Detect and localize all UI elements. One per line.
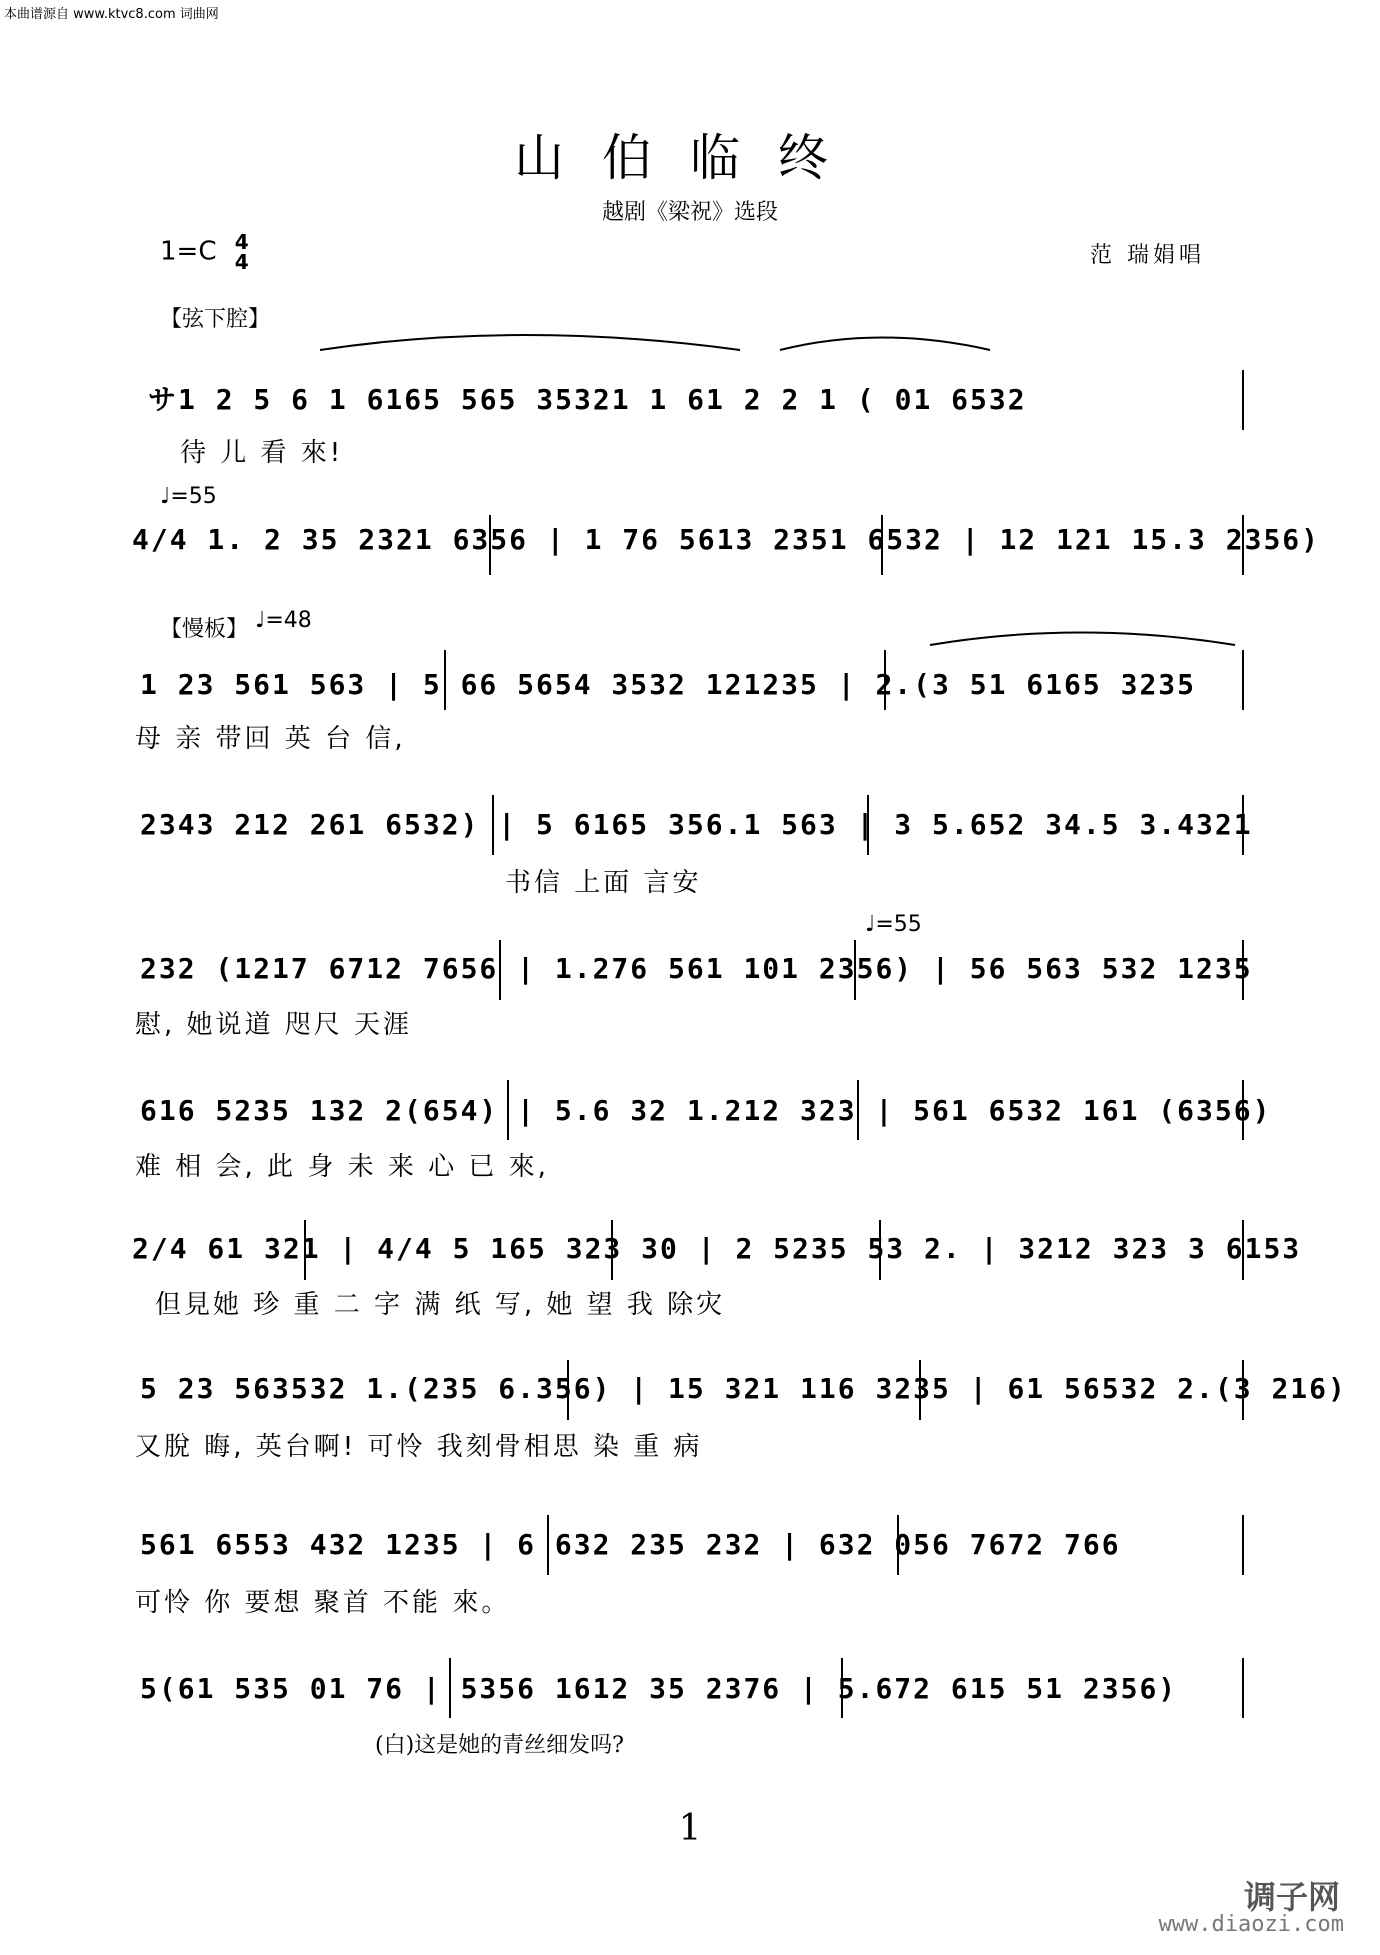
lyrics-line: 可怜 你 要想 聚首 不能 來。 bbox=[135, 1588, 511, 1618]
time-signature-bottom: 4 bbox=[234, 250, 249, 274]
spoken-line: (白)这是她的青丝细发吗? bbox=[375, 1733, 624, 1758]
slur bbox=[930, 633, 1235, 646]
lyrics-line: 难 相 会, 此 身 未 来 心 已 來, bbox=[135, 1152, 549, 1182]
section-label: 【弦下腔】 bbox=[160, 307, 271, 332]
lyrics-line: 待 儿 看 來! bbox=[180, 438, 344, 468]
watermark-site-name: 调子网 bbox=[1243, 1878, 1340, 1916]
notation-line: 232 (1217 6712 7656 | 1.276 561 101 2356) | 56 563 532 1235 bbox=[140, 952, 1253, 985]
subtitle: 越剧《梁祝》选段 bbox=[601, 200, 778, 225]
source-note: 本曲谱源自 www.ktvc8.com 词曲网 bbox=[4, 7, 219, 22]
page-title: 山伯临终 bbox=[514, 129, 866, 187]
notation-line: 2343 212 261 6532) | 5 6165 356.1 563 | 3 5.652 34.5 3.4321 bbox=[140, 808, 1253, 841]
notation-line: 616 5235 132 2(654) | 5.6 32 1.212 323 | 561 6532 161 (6356) bbox=[140, 1094, 1272, 1127]
page-number: 1 bbox=[678, 1808, 702, 1849]
notation-line: 5(61 535 01 76 | 5356 1612 35 2376 | 5.672 615 51 2356) bbox=[140, 1672, 1178, 1705]
lyrics-line: 但見她 珍 重 二 字 满 纸 写, 她 望 我 除灾 bbox=[155, 1290, 726, 1320]
key-label: 1=C bbox=[160, 236, 217, 267]
lyrics-line: 母 亲 带回 英 台 信, bbox=[135, 724, 406, 754]
notation-line: 2/4 61 321 | 4/4 5 165 323 30 | 2 5235 53 2. | 3212 323 3 6153 bbox=[132, 1232, 1302, 1265]
lyrics-line: 慰, 她说道 咫尺 天涯 bbox=[135, 1010, 413, 1040]
lyrics-line: 书信 上面 言安 bbox=[505, 868, 702, 898]
notation-line: 1 23 561 563 | 5 66 5654 3532 121235 | 2.(3 51 6165 3235 bbox=[140, 668, 1197, 701]
notation-line: サ1 2 5 6 1 6165 565 35321 1 61 2 2 1 ( 01 6532 bbox=[148, 383, 1027, 416]
notation-line: 5 23 563532 1.(235 6.356) | 15 321 116 3235 | 61 56532 2.(3 216) bbox=[140, 1372, 1347, 1405]
slur bbox=[780, 338, 990, 351]
section-label: 【慢板】 bbox=[160, 617, 249, 642]
watermark-site-url: www.diaozi.com bbox=[1158, 1912, 1344, 1937]
tempo-marking: ♩=55 bbox=[865, 912, 922, 937]
lyrics-line: 又脫 晦, 英台啊! 可怜 我刻骨相思 染 重 病 bbox=[135, 1432, 703, 1462]
notation-line: 4/4 1. 2 35 2321 6356 | 1 76 5613 2351 6532 | 12 121 15.3 2356) bbox=[132, 523, 1321, 556]
time-signature-top: 4 bbox=[234, 230, 249, 254]
tempo-marking: ♩=55 bbox=[160, 484, 217, 509]
slur bbox=[320, 335, 740, 350]
singer-credit: 范 瑞娟唱 bbox=[1090, 243, 1205, 268]
notation-line: 561 6553 432 1235 | 6 632 235 232 | 632 056 7672 766 bbox=[140, 1528, 1121, 1561]
tempo-marking: ♩=48 bbox=[255, 608, 312, 633]
